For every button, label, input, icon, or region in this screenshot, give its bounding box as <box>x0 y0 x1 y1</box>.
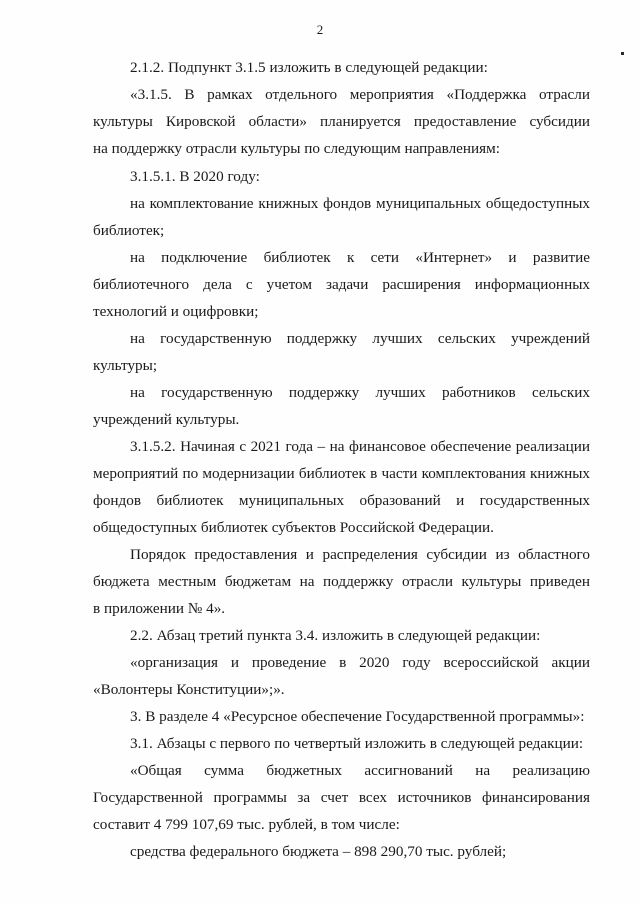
text-line: в приложении № 4». <box>93 600 226 617</box>
text-line: 3. В разделе 4 «Ресурсное обеспечение Государственной программы»: <box>130 708 585 725</box>
text-line: культуры; <box>93 357 158 374</box>
text-line: 2.1.2. Подпункт 3.1.5 изложить в следующей редакции: <box>130 59 488 76</box>
text-line: библиотечного дела с учетом задачи расширения информационных <box>93 276 590 293</box>
text-line: учреждений культуры. <box>93 411 240 428</box>
text-line: на поддержку отрасли культуры по следующим направлениям: <box>93 140 500 157</box>
text-line: культуры Кировской области» планируется предоставление субсидии <box>93 113 590 130</box>
text-line: средства федерального бюджета – 898 290,70 тыс. рублей; <box>130 843 507 860</box>
text-line: «Волонтеры Конституции»;». <box>93 681 285 698</box>
text-line: Государственной программы за счет всех источников финансирования <box>93 789 590 806</box>
text-line: 3.1.5.1. В 2020 году: <box>130 168 260 185</box>
text-line: на государственную поддержку лучших сельских учреждений <box>130 330 590 347</box>
text-line: «Общая сумма бюджетных ассигнований на реализацию <box>130 762 590 779</box>
text-line: составит 4 799 107,69 тыс. рублей, в том числе: <box>93 816 400 833</box>
text-line: на подключение библиотек к сети «Интернет» и развитие <box>130 249 590 266</box>
text-line: на государственную поддержку лучших работников сельских <box>130 384 590 401</box>
page-number: 2 <box>316 22 324 37</box>
text-line: библиотек; <box>93 222 165 239</box>
text-line: фондов библиотек муниципальных образований и государственных <box>93 492 590 509</box>
text-line: мероприятий по модернизации библиотек в части комплектования книжных <box>93 465 590 482</box>
text-line: технологий и оцифровки; <box>93 303 259 320</box>
text-line: общедоступных библиотек субъектов Российской Федерации. <box>93 519 494 536</box>
text-line: Порядок предоставления и распределения субсидии из областного <box>130 546 590 563</box>
text-line: «организация и проведение в 2020 году всероссийской акции <box>130 654 590 671</box>
text-line: бюджета местным бюджетам на поддержку отрасли культуры приведен <box>93 573 590 590</box>
text-line: «3.1.5. В рамках отдельного мероприятия «Поддержка отрасли <box>130 86 590 103</box>
text-line: на комплектование книжных фондов муниципальных общедоступных <box>130 195 590 212</box>
text-line: 2.2. Абзац третий пункта 3.4. изложить в следующей редакции: <box>130 627 541 644</box>
text-line: 3.1. Абзацы с первого по четвертый изложить в следующей редакции: <box>130 735 584 752</box>
scan-speck-mark <box>621 52 624 55</box>
text-line: 3.1.5.2. Начиная с 2021 года – на финансовое обеспечение реализации <box>130 438 590 455</box>
